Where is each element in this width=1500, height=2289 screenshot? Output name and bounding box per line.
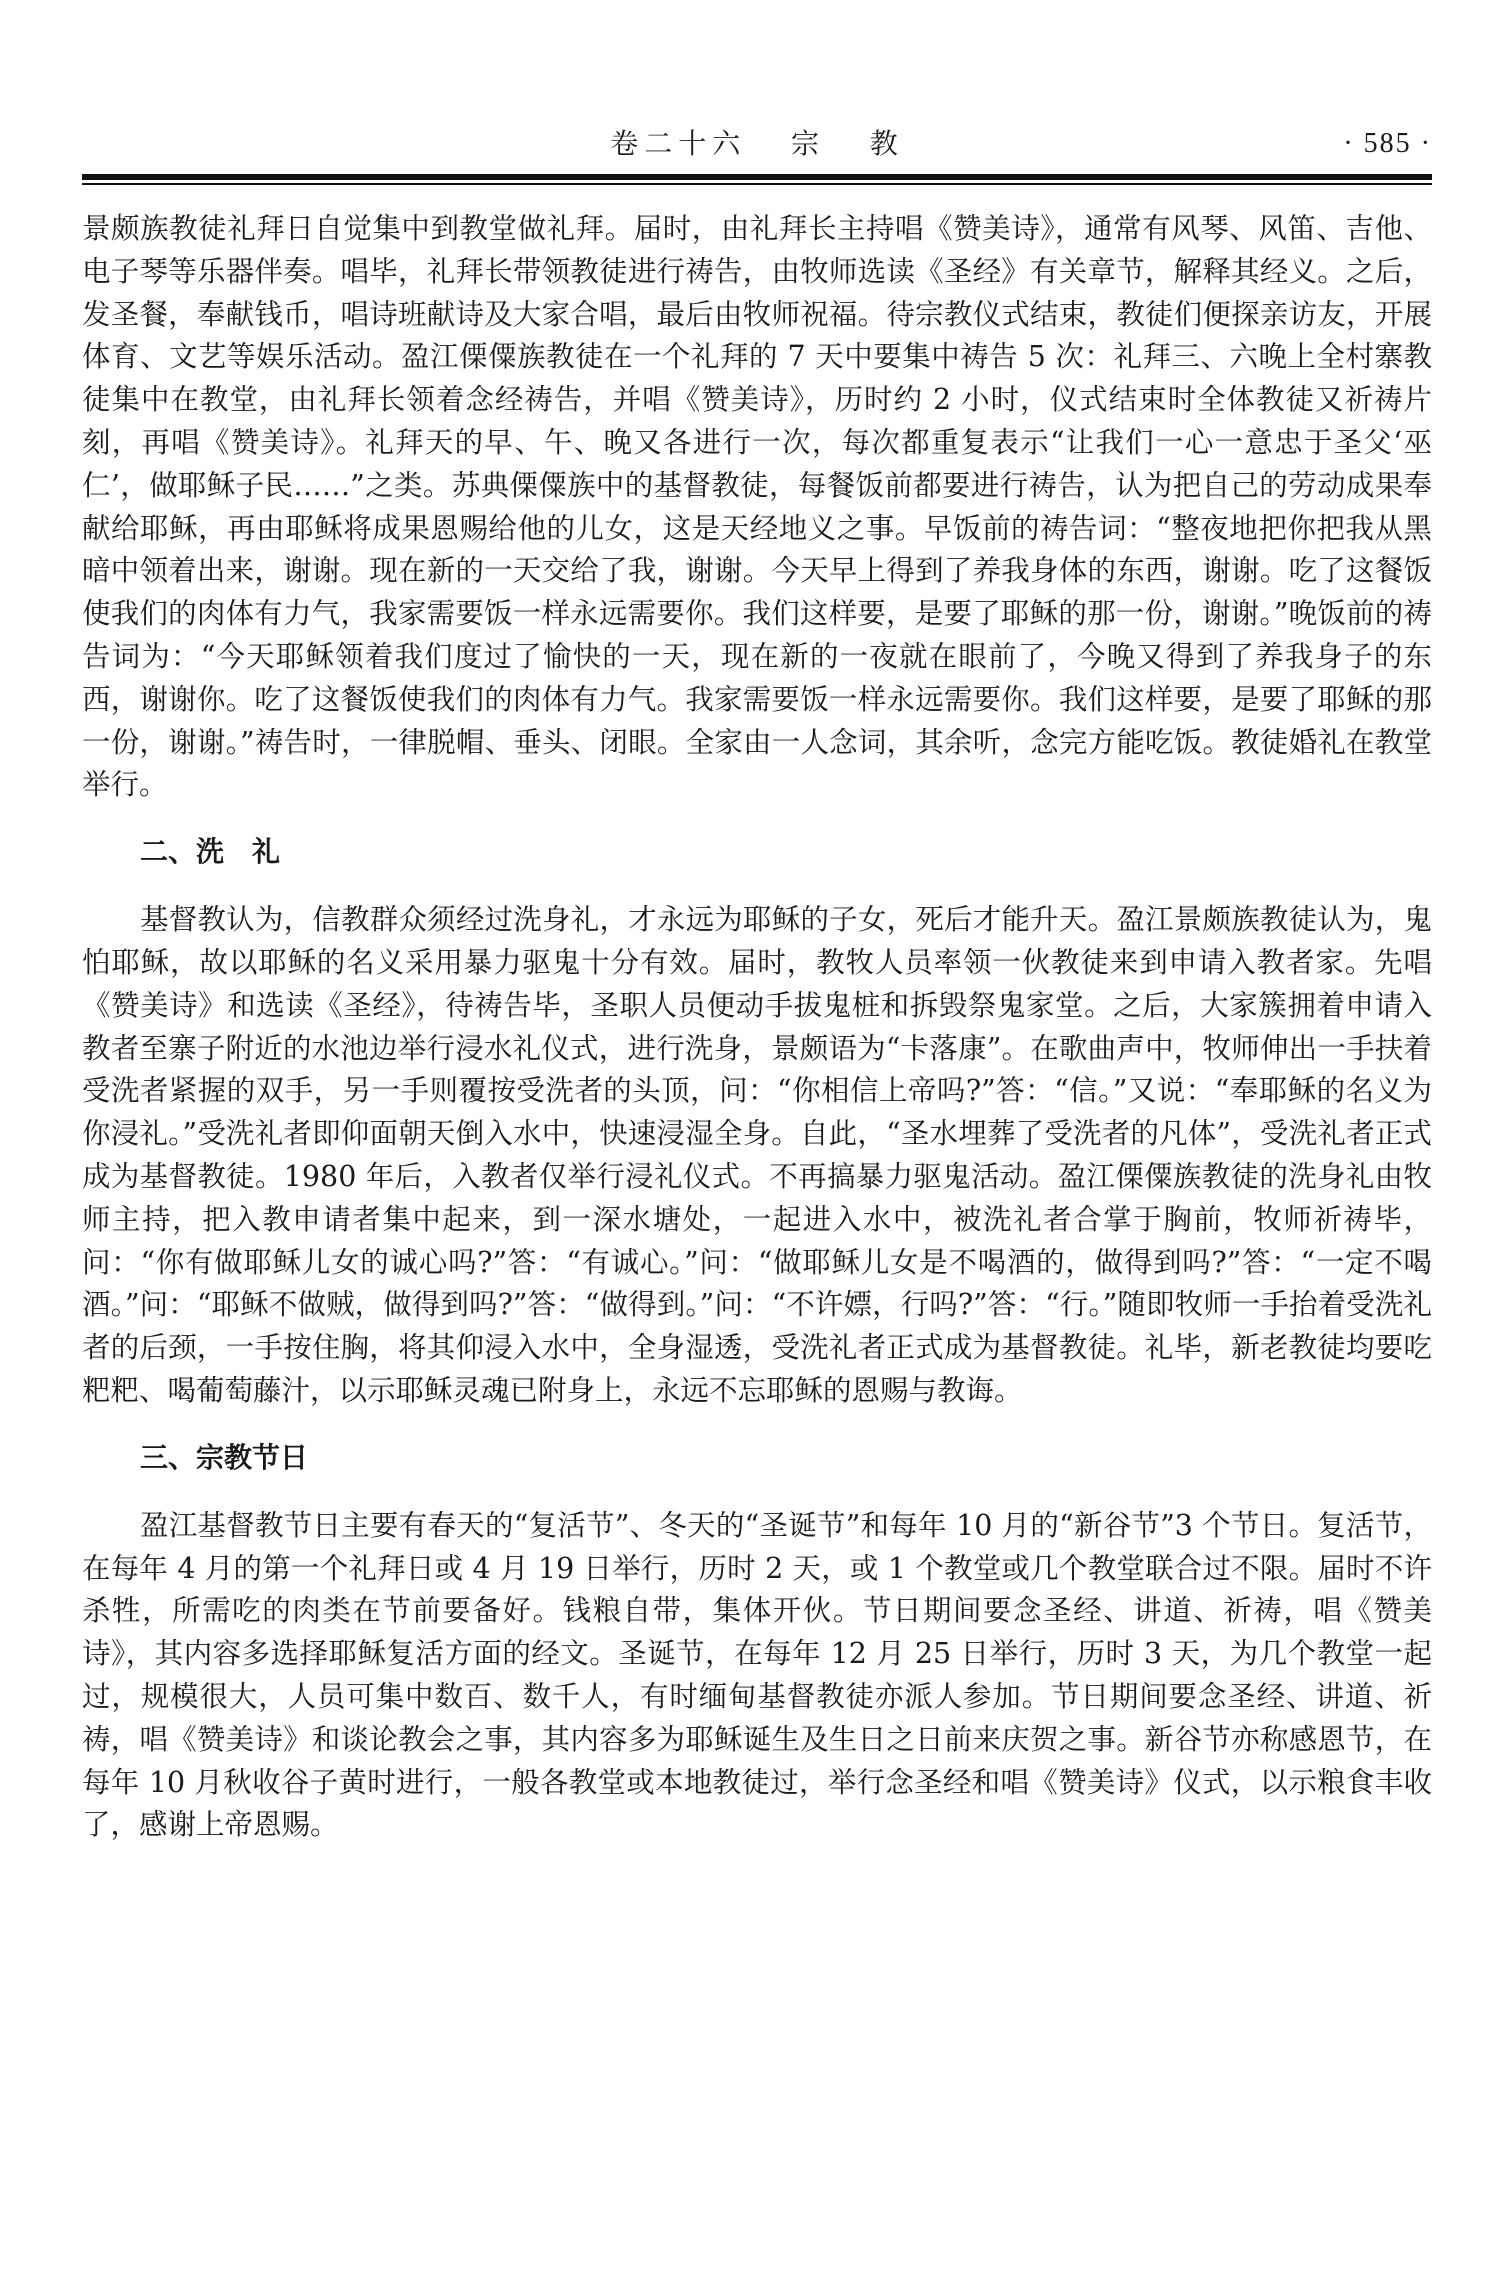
paragraph-festivals: 盈江基督教节日主要有春天的“复活节”、冬天的“圣诞节”和每年 10 月的“新谷节”3 个节日。复活节，在每年 4 月的第一个礼拜日或 4 月 19 日举行，历时 2 天，或 1 个教堂或几个教堂联合过不限。届时不许杀牲，所需吃的肉类在节前要备好。钱粮自带，集体开伙。节日期间要念圣经、讲道、祈祷，唱《赞美诗》，其内容多选择耶稣复活方面的经文。圣诞节，在每年 12 月 25 日举行，历时 3 天，为几个教堂一起过，规模很大，人员可集中数百、数千人，有时缅甸基督教徒亦派人参加。节日期间要念圣经、讲道、祈祷，唱《赞美诗》和谈论教会之事，其内容多为耶稣诞生及生日之日前来庆贺之事。新谷节亦称感恩节，在每年 10 月秋收谷子黄时进行，一般各教堂或本地教徒过，举行念圣经和唱《赞美诗》仪式，以示粮食丰收了，感谢上帝恩赐。 xyxy=(82,1508,1432,1842)
running-head: 卷二十六 宗 教 xyxy=(610,127,904,160)
page-body xyxy=(82,208,1432,1847)
section-heading-festivals: 三、宗教节日 xyxy=(140,1440,309,1474)
header-rule-thick xyxy=(82,174,1432,180)
paragraph-worship: 景颇族教徒礼拜日自觉集中到教堂做礼拜。届时，由礼拜长主持唱《赞美诗》，通常有风琴、风笛、吉他、电子琴等乐器伴奏。唱毕，礼拜长带领教徒进行祷告，由牧师选读《圣经》有关章节，解释其经义。之后，发圣餐，奉献钱币，唱诗班献诗及大家合唱，最后由牧师祝福。待宗教仪式结束，教徒们便探亲访友，开展体育、文艺等娱乐活动。盈江傈僳族教徒在一个礼拜的 7 天中要集中祷告 5 次：礼拜三、六晚上全村寨教徒集中在教堂，由礼拜长领着念经祷告，并唱《赞美诗》，历时约 2 小时，仪式结束时全体教徒又祈祷片刻，再唱《赞美诗》。礼拜天的早、午、晚又各进行一次，每次都重复表示“让我们一心一意忠于圣父‘巫仁’，做耶稣子民……”之类。苏典傈僳族中的基督教徒，每餐饭前都要进行祷告，认为把自己的劳动成果奉献给耶稣，再由耶稣将成果恩赐给他的儿女，这是天经地义之事。早饭前的祷告词：“整夜地把你把我从黑暗中领着出来，谢谢。现在新的一天交给了我，谢谢。今天早上得到了养我身体的东西，谢谢。吃了这餐饭使我们的肉体有力气，我家需要饭一样永远需要你。我们这样要，是要了耶稣的那一份，谢谢。”晚饭前的祷告词为：“今天耶稣领着我们度过了愉快的一天，现在新的一夜就在眼前了，今晚又得到了养我身子的东西，谢谢你。吃了这餐饭使我们的肉体有力气。我家需要饭一样永远需要你。我们这样要，是要了耶稣的那一份，谢谢。”祷告时，一律脱帽、垂头、闭眼。全家由一人念词，其余听，念完方能吃饭。教徒婚礼在教堂举行。 xyxy=(82,212,1432,802)
page-header xyxy=(82,126,1432,170)
header-rule-thin xyxy=(82,183,1432,185)
page-number: · 585 · xyxy=(1343,128,1432,159)
paragraph-baptism: 基督教认为，信教群众须经过洗身礼，才永远为耶稣的子女，死后才能升天。盈江景颇族教徒认为，鬼怕耶稣，故以耶稣的名义采用暴力驱鬼十分有效。届时，教牧人员率领一伙教徒来到申请入教者家。先唱《赞美诗》和选读《圣经》，待祷告毕，圣职人员便动手拔鬼桩和拆毁祭鬼家堂。之后，大家簇拥着申请入教者至寨子附近的水池边举行浸水礼仪式，进行洗身，景颇语为“卡落康”。在歌曲声中，牧师伸出一手扶着受洗者紧握的双手，另一手则覆按受洗者的头顶，问：“你相信上帝吗?”答：“信。”又说：“奉耶稣的名义为你浸礼。”受洗礼者即仰面朝天倒入水中，快速浸湿全身。自此，“圣水埋葬了受洗者的凡体”，受洗礼者正式成为基督教徒。1980 年后，入教者仅举行浸礼仪式。不再搞暴力驱鬼活动。盈江傈僳族教徒的洗身礼由牧师主持，把入教申请者集中起来，到一深水塘处，一起进入水中，被洗礼者合掌于胸前，牧师祈祷毕，问：“你有做耶稣儿女的诚心吗?”答：“有诚心。”问：“做耶稣儿女是不喝酒的，做得到吗?”答：“一定不喝酒。”问：“耶稣不做贼，做得到吗?”答：“做得到。”问：“不许嫖，行吗?”答：“行。”随即牧师一手抬着受洗礼者的后颈，一手按住胸，将其仰浸入水中，全身湿透，受洗礼者正式成为基督教徒。礼毕，新老教徒均要吃粑粑、喝葡萄藤汁，以示耶稣灵魂已附身上，永远不忘耶稣的恩赐与教诲。 xyxy=(82,903,1432,1407)
section-heading-baptism: 二、洗 礼 xyxy=(140,835,281,869)
